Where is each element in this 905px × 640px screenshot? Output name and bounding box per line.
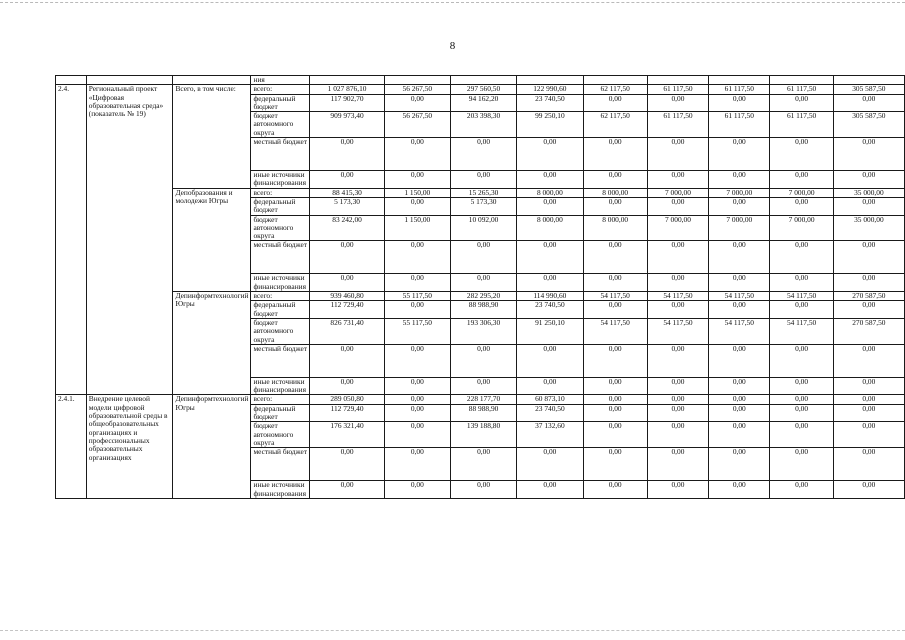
amount-cell: 5 173,30 (450, 197, 516, 215)
cell-empty (770, 76, 833, 85)
amount-cell: 35 000,00 (833, 215, 904, 241)
amount-cell: 0,00 (384, 171, 450, 189)
amount-cell: 305 587,50 (833, 85, 904, 94)
amount-cell: 0,00 (709, 448, 770, 481)
amount-cell: 0,00 (647, 448, 708, 481)
amount-cell: 0,00 (647, 344, 708, 377)
amount-cell: 0,00 (709, 171, 770, 189)
amount-cell: 0,00 (770, 171, 833, 189)
amount-cell: 0,00 (583, 197, 647, 215)
amount-cell: 112 729,40 (310, 404, 384, 422)
source-label: местный бюджет (251, 138, 310, 171)
amount-cell: 0,00 (770, 481, 833, 499)
amount-cell: 88 415,30 (310, 188, 384, 197)
amount-cell: 0,00 (583, 301, 647, 319)
amount-cell: 939 460,80 (310, 292, 384, 301)
amount-cell: 117 902,70 (310, 94, 384, 112)
amount-cell: 54 117,50 (770, 318, 833, 344)
amount-cell: 0,00 (384, 404, 450, 422)
amount-cell: 0,00 (310, 241, 384, 274)
amount-cell: 0,00 (647, 377, 708, 395)
source-label: федеральный бюджет (251, 404, 310, 422)
amount-cell: 0,00 (450, 448, 516, 481)
amount-cell: 61 117,50 (647, 85, 708, 94)
amount-cell: 0,00 (833, 344, 904, 377)
amount-cell: 270 587,50 (833, 292, 904, 301)
amount-cell: 193 306,30 (450, 318, 516, 344)
amount-cell: 0,00 (709, 344, 770, 377)
amount-cell: 0,00 (770, 138, 833, 171)
amount-cell: 61 117,50 (709, 85, 770, 94)
amount-cell: 0,00 (583, 171, 647, 189)
executor-name: Всего, в том числе: (173, 85, 251, 188)
cell-empty (173, 76, 251, 85)
amount-cell: 0,00 (517, 241, 583, 274)
cell-empty (833, 76, 904, 85)
amount-cell: 0,00 (583, 377, 647, 395)
amount-cell: 37 132,60 (517, 422, 583, 448)
amount-cell: 0,00 (709, 197, 770, 215)
amount-cell: 0,00 (384, 274, 450, 292)
cell-empty (384, 76, 450, 85)
amount-cell: 0,00 (450, 171, 516, 189)
amount-cell: 0,00 (770, 241, 833, 274)
amount-cell: 35 000,00 (833, 188, 904, 197)
amount-cell: 0,00 (310, 481, 384, 499)
amount-cell: 0,00 (384, 395, 450, 404)
amount-cell: 0,00 (770, 344, 833, 377)
amount-cell: 0,00 (647, 301, 708, 319)
amount-cell: 56 267,50 (384, 112, 450, 138)
section-code: 2.4. (56, 85, 87, 395)
amount-cell: 0,00 (709, 274, 770, 292)
amount-cell: 0,00 (647, 481, 708, 499)
source-label: иные источники финансирования (251, 481, 310, 499)
amount-cell: 0,00 (450, 377, 516, 395)
section-code: 2.4.1. (56, 395, 87, 498)
source-label: всего: (251, 292, 310, 301)
continuation-row (56, 76, 905, 85)
amount-cell: 5 173,30 (310, 197, 384, 215)
amount-cell: 0,00 (517, 377, 583, 395)
amount-cell: 7 000,00 (709, 215, 770, 241)
amount-cell: 56 267,50 (384, 85, 450, 94)
executor-name: Депинформтехнологий Югры (173, 395, 251, 498)
budget-table-body (56, 76, 905, 499)
source-label: местный бюджет (251, 448, 310, 481)
amount-cell: 297 560,50 (450, 85, 516, 94)
cell-empty (56, 76, 87, 85)
amount-cell: 0,00 (770, 301, 833, 319)
amount-cell: 0,00 (833, 274, 904, 292)
amount-cell: 1 150,00 (384, 188, 450, 197)
amount-cell: 0,00 (310, 138, 384, 171)
amount-cell: 61 117,50 (770, 85, 833, 94)
amount-cell: 0,00 (709, 241, 770, 274)
amount-cell: 122 990,60 (517, 85, 583, 94)
amount-cell: 114 990,60 (517, 292, 583, 301)
amount-cell: 54 117,50 (770, 292, 833, 301)
amount-cell: 289 050,80 (310, 395, 384, 404)
amount-cell: 0,00 (709, 301, 770, 319)
page-number: 8 (449, 40, 456, 52)
amount-cell: 0,00 (647, 241, 708, 274)
amount-cell: 0,00 (770, 395, 833, 404)
amount-cell: 23 740,50 (517, 404, 583, 422)
table-row (56, 188, 905, 197)
amount-cell: 0,00 (450, 241, 516, 274)
amount-cell: 0,00 (833, 481, 904, 499)
amount-cell: 55 117,50 (384, 318, 450, 344)
amount-cell: 0,00 (709, 94, 770, 112)
source-label: бюджет автономного округа (251, 422, 310, 448)
amount-cell: 7 000,00 (647, 188, 708, 197)
amount-cell: 54 117,50 (647, 318, 708, 344)
amount-cell: 62 117,50 (583, 85, 647, 94)
amount-cell: 0,00 (450, 274, 516, 292)
amount-cell: 0,00 (384, 448, 450, 481)
amount-cell: 60 873,10 (517, 395, 583, 404)
amount-cell: 0,00 (384, 94, 450, 112)
source-label: всего: (251, 85, 310, 94)
source-label: всего: (251, 188, 310, 197)
amount-cell: 7 000,00 (647, 215, 708, 241)
amount-cell: 282 295,20 (450, 292, 516, 301)
amount-cell: 0,00 (647, 94, 708, 112)
source-label: иные источники финансирования (251, 274, 310, 292)
amount-cell: 0,00 (517, 274, 583, 292)
amount-cell: 0,00 (517, 448, 583, 481)
amount-cell: 0,00 (310, 344, 384, 377)
source-label: иные источники финансирования (251, 377, 310, 395)
amount-cell: 83 242,00 (310, 215, 384, 241)
amount-cell: 0,00 (583, 422, 647, 448)
amount-cell: 1 150,00 (384, 215, 450, 241)
amount-cell: 8 000,00 (583, 188, 647, 197)
amount-cell: 0,00 (647, 197, 708, 215)
amount-cell: 0,00 (517, 197, 583, 215)
amount-cell: 228 177,70 (450, 395, 516, 404)
source-label: бюджет автономного округа (251, 112, 310, 138)
amount-cell: 0,00 (450, 138, 516, 171)
cell-empty (583, 76, 647, 85)
amount-cell: 112 729,40 (310, 301, 384, 319)
amount-cell: 55 117,50 (384, 292, 450, 301)
amount-cell: 0,00 (310, 377, 384, 395)
amount-cell: 0,00 (583, 274, 647, 292)
amount-cell: 909 973,40 (310, 112, 384, 138)
amount-cell: 826 731,40 (310, 318, 384, 344)
amount-cell: 0,00 (310, 171, 384, 189)
amount-cell: 8 000,00 (517, 188, 583, 197)
amount-cell: 0,00 (647, 171, 708, 189)
amount-cell: 0,00 (647, 274, 708, 292)
source-label: бюджет автономного округа (251, 215, 310, 241)
scan-edge-top (0, 2, 905, 3)
amount-cell: 0,00 (583, 404, 647, 422)
amount-cell: 176 321,40 (310, 422, 384, 448)
source-label: иные источники финансирования (251, 171, 310, 189)
amount-cell: 0,00 (517, 344, 583, 377)
amount-cell: 15 265,30 (450, 188, 516, 197)
amount-cell: 0,00 (450, 481, 516, 499)
cell-empty (709, 76, 770, 85)
table-row (56, 85, 905, 94)
amount-cell: 0,00 (770, 422, 833, 448)
amount-cell: 61 117,50 (709, 112, 770, 138)
amount-cell: 0,00 (647, 422, 708, 448)
amount-cell: 54 117,50 (709, 292, 770, 301)
amount-cell: 0,00 (709, 138, 770, 171)
amount-cell: 0,00 (833, 448, 904, 481)
amount-cell: 8 000,00 (583, 215, 647, 241)
cell-empty (450, 76, 516, 85)
amount-cell: 54 117,50 (709, 318, 770, 344)
amount-cell: 0,00 (770, 197, 833, 215)
amount-cell: 0,00 (517, 171, 583, 189)
amount-cell: 7 000,00 (770, 215, 833, 241)
amount-cell: 0,00 (833, 241, 904, 274)
amount-cell: 23 740,50 (517, 301, 583, 319)
amount-cell: 0,00 (517, 138, 583, 171)
amount-cell: 0,00 (833, 301, 904, 319)
amount-cell: 0,00 (770, 448, 833, 481)
table-row (56, 292, 905, 301)
source-label: ния (251, 76, 310, 85)
amount-cell: 0,00 (770, 377, 833, 395)
source-label: федеральный бюджет (251, 94, 310, 112)
amount-cell: 0,00 (709, 404, 770, 422)
amount-cell: 0,00 (709, 377, 770, 395)
cell-empty (647, 76, 708, 85)
amount-cell: 0,00 (517, 481, 583, 499)
section-title: Внедрение целевой модели цифровой образовательной среды в общеобразовательных организациях и профессиональных образовательных организациях (86, 395, 173, 498)
amount-cell: 23 740,50 (517, 94, 583, 112)
amount-cell: 0,00 (833, 404, 904, 422)
amount-cell: 0,00 (583, 448, 647, 481)
amount-cell: 0,00 (583, 241, 647, 274)
amount-cell: 0,00 (770, 404, 833, 422)
amount-cell: 0,00 (770, 274, 833, 292)
source-label: федеральный бюджет (251, 197, 310, 215)
amount-cell: 0,00 (833, 171, 904, 189)
cell-empty (517, 76, 583, 85)
amount-cell: 0,00 (583, 395, 647, 404)
amount-cell: 61 117,50 (647, 112, 708, 138)
amount-cell: 0,00 (833, 422, 904, 448)
executor-name: Депобразования и молодежи Югры (173, 188, 251, 291)
source-label: бюджет автономного округа (251, 318, 310, 344)
amount-cell: 0,00 (647, 138, 708, 171)
amount-cell: 0,00 (583, 138, 647, 171)
source-label: всего: (251, 395, 310, 404)
amount-cell: 10 092,00 (450, 215, 516, 241)
amount-cell: 61 117,50 (770, 112, 833, 138)
cell-empty (310, 76, 384, 85)
amount-cell: 0,00 (709, 395, 770, 404)
amount-cell: 203 398,30 (450, 112, 516, 138)
amount-cell: 0,00 (833, 197, 904, 215)
amount-cell: 0,00 (384, 138, 450, 171)
amount-cell: 0,00 (833, 395, 904, 404)
amount-cell: 0,00 (647, 395, 708, 404)
amount-cell: 0,00 (384, 377, 450, 395)
amount-cell: 54 117,50 (583, 292, 647, 301)
source-label: местный бюджет (251, 241, 310, 274)
amount-cell: 7 000,00 (770, 188, 833, 197)
amount-cell: 94 162,20 (450, 94, 516, 112)
amount-cell: 0,00 (384, 422, 450, 448)
table-row (56, 395, 905, 404)
section-title: Региональный проект «Цифровая образовательная среда» (показатель № 19) (86, 85, 173, 395)
amount-cell: 0,00 (709, 422, 770, 448)
cell-empty (86, 76, 173, 85)
amount-cell: 0,00 (583, 344, 647, 377)
amount-cell: 88 988,90 (450, 404, 516, 422)
amount-cell: 62 117,50 (583, 112, 647, 138)
amount-cell: 0,00 (833, 138, 904, 171)
amount-cell: 0,00 (583, 94, 647, 112)
amount-cell: 0,00 (384, 301, 450, 319)
amount-cell: 1 027 876,10 (310, 85, 384, 94)
amount-cell: 0,00 (833, 377, 904, 395)
budget-table (55, 75, 905, 499)
amount-cell: 99 250,10 (517, 112, 583, 138)
source-label: федеральный бюджет (251, 301, 310, 319)
amount-cell: 54 117,50 (583, 318, 647, 344)
amount-cell: 0,00 (833, 94, 904, 112)
amount-cell: 305 587,50 (833, 112, 904, 138)
amount-cell: 0,00 (310, 448, 384, 481)
amount-cell: 88 988,90 (450, 301, 516, 319)
amount-cell: 0,00 (583, 481, 647, 499)
amount-cell: 0,00 (709, 481, 770, 499)
amount-cell: 0,00 (384, 344, 450, 377)
amount-cell: 0,00 (384, 197, 450, 215)
amount-cell: 139 188,80 (450, 422, 516, 448)
amount-cell: 0,00 (450, 344, 516, 377)
amount-cell: 91 250,10 (517, 318, 583, 344)
amount-cell: 0,00 (310, 274, 384, 292)
scan-edge-bottom (0, 630, 905, 631)
executor-name: Депинформтехнологий Югры (173, 292, 251, 395)
amount-cell: 54 117,50 (647, 292, 708, 301)
amount-cell: 0,00 (647, 404, 708, 422)
source-label: местный бюджет (251, 344, 310, 377)
amount-cell: 0,00 (384, 241, 450, 274)
amount-cell: 0,00 (770, 94, 833, 112)
amount-cell: 0,00 (384, 481, 450, 499)
amount-cell: 7 000,00 (709, 188, 770, 197)
amount-cell: 270 587,50 (833, 318, 904, 344)
amount-cell: 8 000,00 (517, 215, 583, 241)
